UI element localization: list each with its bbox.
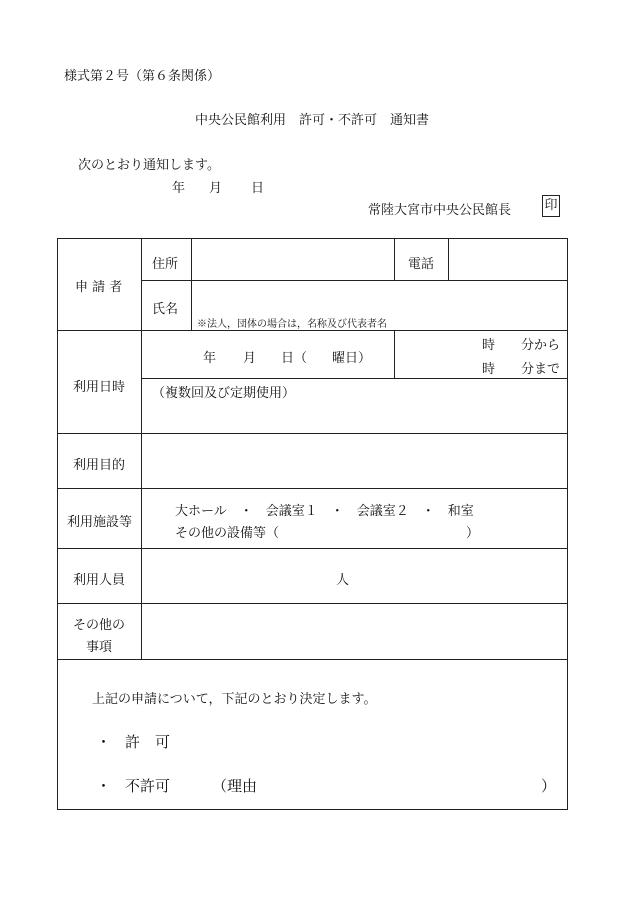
deny-option[interactable]: 不許可 [125, 777, 171, 795]
purpose-label: 利用目的 [73, 458, 126, 473]
address-field[interactable] [192, 239, 394, 280]
row-line [57, 488, 568, 489]
seal-mark: 印 [544, 198, 558, 213]
name-note: ※法人，団体の場合は，名称及び代表者名 [197, 319, 387, 330]
headcount-unit: 人 [336, 573, 350, 588]
document-title: 中央公民館利用 許可・不許可 通知書 [195, 113, 430, 128]
time-from-hour: 時 [482, 338, 496, 353]
datetime-weekday: 曜日） [332, 351, 372, 366]
name-label: 氏名 [152, 302, 179, 317]
date-month: 月 [209, 181, 223, 196]
phone-field[interactable] [449, 239, 567, 280]
other-items-label-2: 事項 [86, 640, 113, 655]
reason-open: （理由 [212, 777, 258, 795]
row-line [57, 659, 568, 660]
multiple-use-note: （複数回及び定期使用） [152, 386, 296, 401]
row-line [57, 330, 568, 331]
seal-box [542, 195, 560, 217]
issuer-name: 常陸大宮市中央公民館長 [368, 203, 512, 218]
headcount-label: 利用人員 [73, 573, 126, 588]
time-from-minute: 分から [521, 338, 561, 353]
deny-bullet: ・ [96, 777, 112, 795]
time-to-minute: 分まで [521, 362, 561, 377]
datetime-day: 日（ [281, 351, 308, 366]
decision-statement: 上記の申請について，下記のとおり決定します。 [92, 692, 377, 707]
other-equipment-close: ） [466, 526, 480, 541]
row-line [141, 378, 568, 379]
multiple-use-field[interactable] [142, 400, 567, 432]
other-items-label-1: その他の [73, 618, 126, 633]
date-day: 日 [251, 181, 265, 196]
address-label: 住所 [152, 257, 179, 272]
other-items-field[interactable] [142, 604, 567, 658]
purpose-field[interactable] [142, 434, 567, 487]
phone-label: 電話 [408, 257, 435, 272]
time-to-hour: 時 [482, 362, 496, 377]
datetime-label: 利用日時 [73, 380, 126, 395]
reason-field[interactable] [265, 772, 535, 796]
datetime-month: 月 [243, 351, 257, 366]
permit-option[interactable]: 許 可 [125, 733, 171, 751]
column-line [394, 330, 395, 378]
intro-text: 次のとおり通知します。 [78, 158, 220, 173]
headcount-field[interactable] [142, 549, 332, 602]
name-field[interactable] [192, 281, 567, 313]
applicant-label: 申 請 者 [75, 280, 123, 295]
form-number: 様式第２号（第６条関係） [64, 69, 221, 84]
date-year: 年 [172, 181, 186, 196]
permit-bullet: ・ [96, 733, 112, 751]
column-line [394, 238, 395, 280]
other-equipment-open: その他の設備等（ [175, 526, 280, 541]
facility-label: 利用施設等 [67, 515, 133, 530]
facility-options[interactable]: 大ホール ・ 会議室１ ・ 会議室２ ・ 和室 [175, 504, 474, 519]
datetime-year: 年 [203, 351, 217, 366]
reason-close: ） [541, 777, 557, 795]
